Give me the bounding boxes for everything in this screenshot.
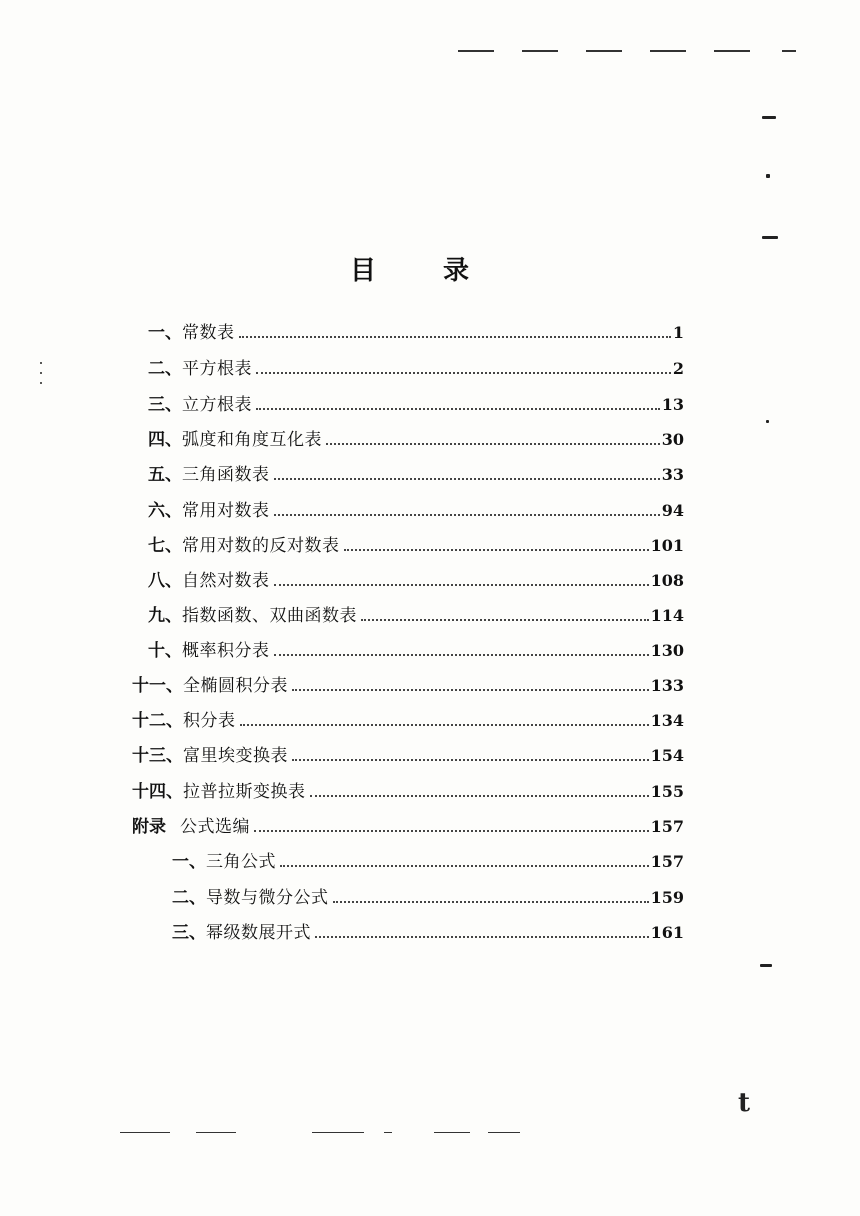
toc-entry xyxy=(132,741,684,771)
toc-leader xyxy=(239,336,671,338)
toc-entry xyxy=(132,812,684,842)
toc-entry-number: 一、 xyxy=(148,323,182,343)
toc-leader xyxy=(292,689,649,691)
toc-entry-number: 十一、 xyxy=(132,676,183,696)
toc-entry-number: 四、 xyxy=(148,430,182,450)
toc-entry-page: 101 xyxy=(650,536,684,555)
toc-leader xyxy=(326,443,660,445)
toc-entry-number: 七、 xyxy=(148,536,182,556)
toc-leader xyxy=(256,372,671,374)
scan-speck xyxy=(40,372,42,374)
toc-entry-number: 十、 xyxy=(148,641,182,661)
toc-leader xyxy=(315,936,649,938)
toc-leader xyxy=(310,795,649,797)
toc-entry xyxy=(148,601,684,631)
toc-entry xyxy=(172,883,684,913)
toc-entry-number: 十二、 xyxy=(132,711,183,731)
toc-entry-label: 常数表 xyxy=(182,323,235,343)
toc-entry xyxy=(148,460,684,490)
toc-entry-label: 公式选编 xyxy=(180,817,250,837)
toc-entry-number: 一、 xyxy=(172,852,206,872)
toc-entry xyxy=(148,425,684,455)
toc-entry-page: 1 xyxy=(672,323,684,342)
toc-entry-number: 十三、 xyxy=(132,746,183,766)
toc-entry-page: 159 xyxy=(650,888,684,907)
toc-entry-page: 155 xyxy=(650,782,684,801)
toc-entry xyxy=(148,390,684,420)
toc-entry-label: 概率积分表 xyxy=(182,641,270,661)
scan-speck xyxy=(762,236,778,239)
toc-leader xyxy=(344,549,649,551)
toc-entry xyxy=(148,531,684,561)
toc-entry-label: 三角公式 xyxy=(206,852,276,872)
scan-speck xyxy=(766,174,770,178)
toc-leader xyxy=(292,759,649,761)
scan-dash xyxy=(782,50,796,52)
toc-entry-number: 九、 xyxy=(148,606,182,626)
toc-entry xyxy=(132,706,684,736)
toc-entry xyxy=(148,496,684,526)
toc-leader xyxy=(256,408,660,410)
toc-entry-label: 立方根表 xyxy=(182,395,252,415)
toc-entry-page: 154 xyxy=(650,746,684,765)
toc-entry-number: 十四、 xyxy=(132,782,183,802)
scan-dash xyxy=(434,1132,470,1133)
scan-dash xyxy=(458,50,494,52)
toc-entry xyxy=(148,636,684,666)
toc-entry-label: 全椭圆积分表 xyxy=(183,676,288,696)
toc-entry-page: 108 xyxy=(650,571,684,590)
page-title-char: 录 xyxy=(442,256,470,286)
toc-entry-number: 三、 xyxy=(148,395,182,415)
toc-entry-label: 导数与微分公式 xyxy=(206,888,329,908)
toc-leader xyxy=(274,514,660,516)
toc-leader xyxy=(361,619,649,621)
scan-dash xyxy=(120,1132,170,1133)
scan-dash xyxy=(488,1132,520,1133)
toc-entry xyxy=(148,566,684,596)
toc-entry-page: 114 xyxy=(650,606,684,625)
scan-speck xyxy=(762,116,776,119)
toc-entry-page: 30 xyxy=(661,430,684,449)
toc-entry-number: 二、 xyxy=(148,359,182,379)
scan-dash xyxy=(650,50,686,52)
scan-dash xyxy=(384,1132,392,1133)
scan-dash xyxy=(586,50,622,52)
toc-entry xyxy=(132,777,684,807)
toc-leader xyxy=(240,724,649,726)
toc-entry-label: 指数函数、双曲函数表 xyxy=(182,606,357,626)
scan-speck xyxy=(766,420,769,423)
toc-entry-number: 二、 xyxy=(172,888,206,908)
toc-entry-label: 平方根表 xyxy=(182,359,252,379)
toc-entry xyxy=(172,847,684,877)
toc-leader xyxy=(333,901,649,903)
scan-dash xyxy=(196,1132,236,1133)
toc-entry-page: 13 xyxy=(661,395,684,414)
toc-entry-page: 33 xyxy=(661,465,684,484)
toc-entry-label: 拉普拉斯变换表 xyxy=(183,782,306,802)
toc-entry xyxy=(148,354,684,384)
page-title-char: 目 xyxy=(350,256,378,286)
toc-entry-number: 五、 xyxy=(148,465,182,485)
toc-entry-page: 2 xyxy=(672,359,684,378)
toc-entry-page: 130 xyxy=(650,641,684,660)
toc-entry-number: 附录 xyxy=(132,817,166,837)
toc-entry-number: 八、 xyxy=(148,571,182,591)
scan-dash xyxy=(312,1132,364,1133)
toc-leader xyxy=(274,478,660,480)
toc-entry xyxy=(132,671,684,701)
scan-speck xyxy=(40,382,42,384)
toc-entry-page: 94 xyxy=(661,501,684,520)
toc-entry-page: 157 xyxy=(650,852,684,871)
toc-entry-number: 三、 xyxy=(172,923,206,943)
toc-entry-page: 161 xyxy=(650,923,684,942)
toc-entry-label: 富里埃变换表 xyxy=(183,746,288,766)
corner-mark: t xyxy=(738,1088,751,1118)
toc-entry-label: 自然对数表 xyxy=(182,571,270,591)
toc-entry xyxy=(172,918,684,948)
toc-entry-label: 三角函数表 xyxy=(182,465,270,485)
toc-leader xyxy=(254,830,649,832)
scan-speck xyxy=(760,964,772,967)
toc-entry-label: 积分表 xyxy=(183,711,236,731)
toc-entry-number: 六、 xyxy=(148,501,182,521)
toc-entry-page: 157 xyxy=(650,817,684,836)
toc-entry-label: 常用对数的反对数表 xyxy=(182,536,340,556)
toc-leader xyxy=(274,584,649,586)
toc-leader xyxy=(274,654,649,656)
toc-entry-label: 常用对数表 xyxy=(182,501,270,521)
scan-speck xyxy=(40,362,42,364)
toc-entry xyxy=(148,318,684,348)
toc-entry-label: 弧度和角度互化表 xyxy=(182,430,322,450)
toc-entry-label: 幂级数展开式 xyxy=(206,923,311,943)
scan-dash xyxy=(714,50,750,52)
toc-entry-page: 133 xyxy=(650,676,684,695)
page-title xyxy=(350,250,470,287)
scan-dash xyxy=(522,50,558,52)
toc-leader xyxy=(280,865,649,867)
toc-entry-page: 134 xyxy=(650,711,684,730)
